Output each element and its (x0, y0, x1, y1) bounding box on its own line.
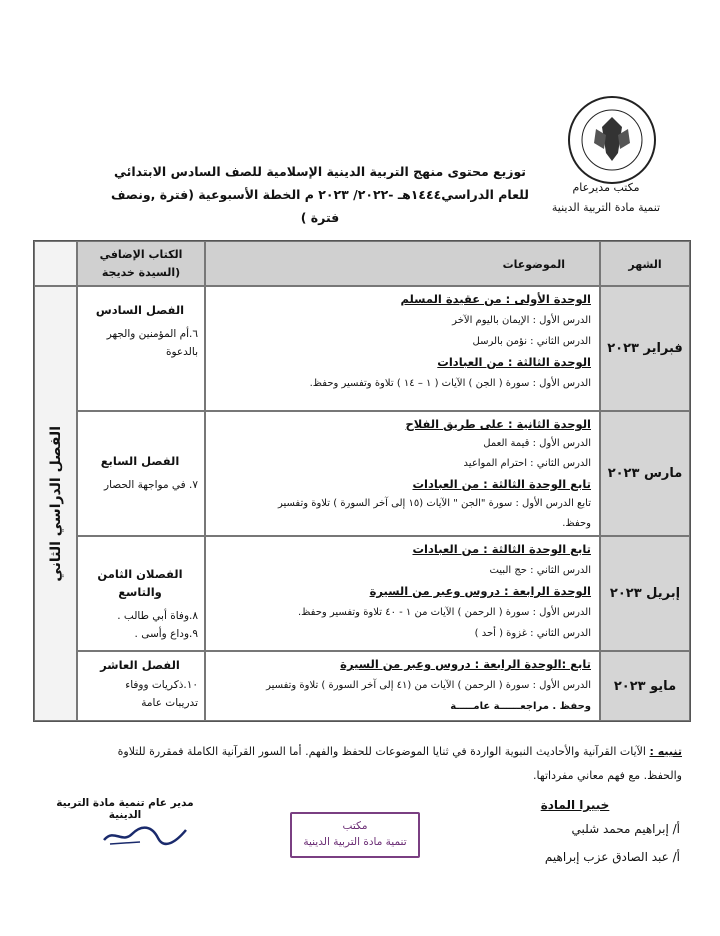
lesson-line: الدرس الثاني : حج البيت (489, 565, 591, 576)
month-apr: إبريل ٢٠٢٣ (600, 536, 690, 651)
topics-cell-apr (205, 536, 600, 651)
book-line: تدريبات عامة (141, 697, 198, 709)
book-chapter: الفصل السادس (95, 303, 185, 317)
book-line: ١٠.ذكريات ووفاء (125, 679, 198, 691)
title-line-1: توزيع محتوى منهج التربية الدينية الإسلامية للصف السادس الابتدائي (113, 164, 527, 179)
manager-signature (100, 822, 190, 848)
office-stamp (290, 812, 420, 858)
header-month: الشهر (600, 241, 690, 286)
header-book (77, 241, 205, 286)
office-line-1: مكتب مديرعام (572, 181, 640, 194)
term-label: الفصل الدراسي الثاني (47, 425, 64, 582)
unit-heading: الوحدة الأولى : من عقيدة المسلم (400, 292, 591, 306)
lesson-line: الدرس الأول : الإيمان باليوم الآخر (452, 315, 591, 326)
book-chapter: الفصل السابع (100, 454, 180, 468)
manager-title: مدير عام تنمية مادة التربية الدينية (56, 797, 194, 821)
unit-heading: تابع الوحدة الثالثة : من العبادات (412, 542, 591, 556)
book-cell-apr (77, 536, 205, 651)
note-block (52, 740, 682, 788)
note-line-1: الآيات القرآنية والأحاديث النبوية الواردة في ثنايا الموضوعات للحفظ والفهم. أما السور القرآنية الكاملة فمقررة للتلاوة (117, 745, 646, 758)
note-label: تنبيه : (649, 745, 682, 758)
curriculum-table (33, 240, 691, 722)
office-line-2: تنمية مادة التربية الدينية (551, 201, 661, 214)
expert-2: أ/ عبد الصادق عزب إبراهيم (544, 850, 680, 864)
month-may: مايو ٢٠٢٣ (600, 651, 690, 721)
lesson-line: الدرس الأول : سورة ( الرحمن ) الآيات من (٤١ إلى آخر السورة ) تلاوة وتفسير (266, 680, 591, 691)
header-blank-cell (34, 241, 77, 286)
book-chapter: الفصل العاشر (100, 658, 180, 672)
topics-cell-feb (205, 286, 600, 411)
term-label-cell (34, 286, 77, 721)
book-line: ٨.وفاة أبي طالب . (117, 610, 198, 622)
unit-heading: الوحدة الثالثة : من العبادات (437, 355, 591, 369)
lesson-line: الدرس الثاني : غزوة ( أحد ) (474, 628, 591, 639)
stamp-line-2: تنمية مادة التربية الدينية (303, 836, 407, 848)
lesson-line: الدرس الأول : قيمة العمل (483, 438, 591, 449)
book-line: بالدعوة (165, 346, 198, 358)
lesson-line: وحفظ. (562, 518, 591, 529)
unit-heading: الوحدة الرابعة : دروس وعبر من السيرة (369, 584, 591, 598)
ministry-logo (560, 95, 665, 185)
stamp-line-1: مكتب (342, 820, 368, 832)
topics-cell-mar (205, 411, 600, 536)
book-chapter: الفصلان الثامن والتاسع (97, 567, 183, 599)
lesson-line: الدرس الثاني : احترام المواعيد (463, 458, 591, 469)
unit-heading: تابع :الوحدة الرابعة : دروس وعبر من السيرة (340, 657, 591, 671)
lesson-line: الدرس الثاني : نؤمن بالرسل (472, 336, 591, 347)
month-feb: فبراير ٢٠٢٣ (600, 286, 690, 411)
lesson-line: الدرس الأول : سورة ( الرحمن ) الآيات من ١ - ٤٠ تلاوة وتفسير وحفظ. (297, 607, 591, 618)
header-book-line-2: (السيدة خديجة (101, 266, 181, 279)
header-book-line-1: الكتاب الإضافي (99, 248, 183, 261)
office-block (540, 178, 672, 218)
book-cell-may (77, 651, 205, 721)
expert-1: أ/ إبراهيم محمد شلبي (571, 822, 680, 836)
title-line-2: للعام الدراسي١٤٤٤هـ -٢٠٢٢/ ٢٠٢٣ م الخطة الأسبوعية (فترة ,ونصف فترة ) (111, 187, 529, 225)
experts-title: خبيرا المادة (540, 798, 610, 812)
book-line: ٦.أم المؤمنين والجهر (106, 328, 198, 340)
note-line-2: والحفظ. مع فهم معاني مفرداتها. (533, 769, 682, 782)
book-cell-feb (77, 286, 205, 411)
review-line: وحفظ . مراجعــــــة عامـــــة (450, 701, 591, 712)
month-mar: مارس ٢٠٢٣ (600, 411, 690, 536)
experts-block (470, 798, 680, 864)
header-topics: الموضوعات (205, 241, 600, 286)
book-line: ٩.وداع وأسى . (134, 628, 198, 640)
book-line: ٧. في مواجهة الحصار (104, 479, 198, 491)
unit-heading: الوحدة الثانية : على طريق الفلاح (405, 417, 591, 431)
document-title (110, 160, 530, 229)
unit-heading: تابع الوحدة الثالثة : من العبادات (412, 477, 591, 491)
book-cell-mar (77, 411, 205, 536)
topics-cell-may (205, 651, 600, 721)
lesson-line: الدرس الأول : سورة ( الجن ) الآيات ( ١ – ١٤ ) تلاوة وتفسير وحفظ. (309, 378, 591, 389)
lesson-line: تابع الدرس الأول : سورة "الجن " الآيات (١٥ إلى آخر السورة ) تلاوة وتفسير (277, 498, 591, 509)
